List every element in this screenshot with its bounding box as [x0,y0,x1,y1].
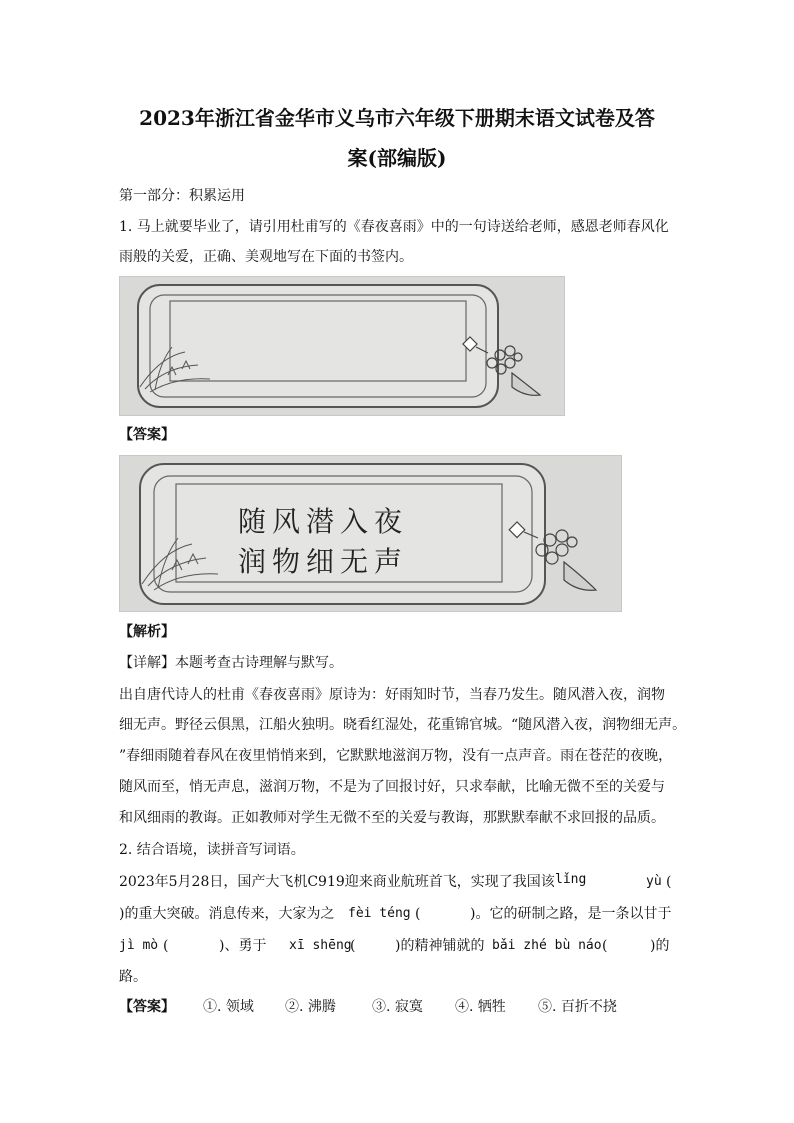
page-title-line1: 2023年浙江省金华市义乌市六年级下册期末语文试卷及答 [139,106,655,130]
q2-p3-pinyin3: bǎi zhé bù náo [492,938,602,953]
q2-answer-2: ②. 沸腾 [285,999,336,1015]
detail-line6: 和风细雨的教诲。正如教师对学生无微不至的关爱与教诲，那默默奉献不求回报的品质。 [119,810,665,826]
q2-p1-pinyin2: yù [646,874,662,889]
detail-line2: 出自唐代诗人的杜甫《春夜喜雨》原诗为：好雨知时节，当春乃发生。随风潜入夜，润物 [119,687,665,703]
q2-answer-1: ①. 领域 [203,999,254,1015]
detail-line5: 随风而至，悄无声息，滋润万物，不是为了回报讨好，只求奉献，比喻无微不至的关爱与 [119,779,665,795]
q2-p2-paren1: ( [415,906,421,922]
detail-line4: ”春细雨随着春风在夜里悄悄来到，它默默地滋润万物，没有一点声音。雨在苍茫的夜晚， [119,748,673,764]
bookmark-image-blank [119,276,565,416]
section-heading: 第一部分：积累运用 [119,188,245,204]
question-1-line2: 雨般的关爱，正确、美观地写在下面的书签内。 [119,249,413,265]
q2-p2-text2: )。它的研制之路，是一条以甘于 [470,906,672,922]
analysis-label: 【解析】 [119,624,175,640]
q2-p4-text: 路。 [119,969,147,985]
q2-answer-4: ④. 牺牲 [455,999,506,1015]
q2-p1-pinyin1: lǐng [555,872,587,887]
bookmark-answer-line2: 润物细无声 [238,545,409,578]
q2-p3-pinyin1: jì mò [119,938,159,953]
q2-p3-text2: )的精神铺就的 [395,938,485,954]
q2-p3-paren2: ( [350,938,356,954]
question-2-title: 2. 结合语境，读拼音写词语。 [119,842,305,858]
q2-answer-5: ⑤. 百折不挠 [538,999,617,1015]
question-1-line1: 1. 马上就要毕业了，请引用杜甫写的《春夜喜雨》中的一句诗送给老师，感恩老师春风化 [119,219,669,235]
detail-line3: 细无声。野径云俱黑，江船火独明。晓看红湿处，花重锦官城。“随风潜入夜，润物细无声。 [119,717,687,733]
bookmark-image-answer [119,455,622,612]
bookmark-answer-line1: 随风潜入夜 [238,505,409,538]
detail-line1: 【详解】本题考查古诗理解与默写。 [119,655,343,671]
page-title-line2: 案(部编版) [347,146,447,170]
q2-p1-text: 2023年5月28日，国产大飞机C919迎来商业航班首飞，实现了我国该 [119,874,555,890]
q2-p3-text3: )的 [650,938,670,954]
q2-p3-paren3: ( [602,938,608,954]
q2-p3-paren1: ( [163,938,169,954]
q2-p1-paren: ( [666,874,672,890]
q2-answer-label: 【答案】 [119,999,175,1015]
q2-p3-text1: )、勇于 [219,938,267,954]
q2-p3-pinyin2: xī shēng [289,938,352,953]
bookmark-drawing [120,277,566,417]
q2-answer-3: ③. 寂寞 [372,999,423,1015]
answer-label-1: 【答案】 [119,427,175,443]
q2-p2-pinyin: fèi téng [348,906,411,921]
q2-p2-text1: )的重大突破。消息传来，大家为之 [119,906,335,922]
